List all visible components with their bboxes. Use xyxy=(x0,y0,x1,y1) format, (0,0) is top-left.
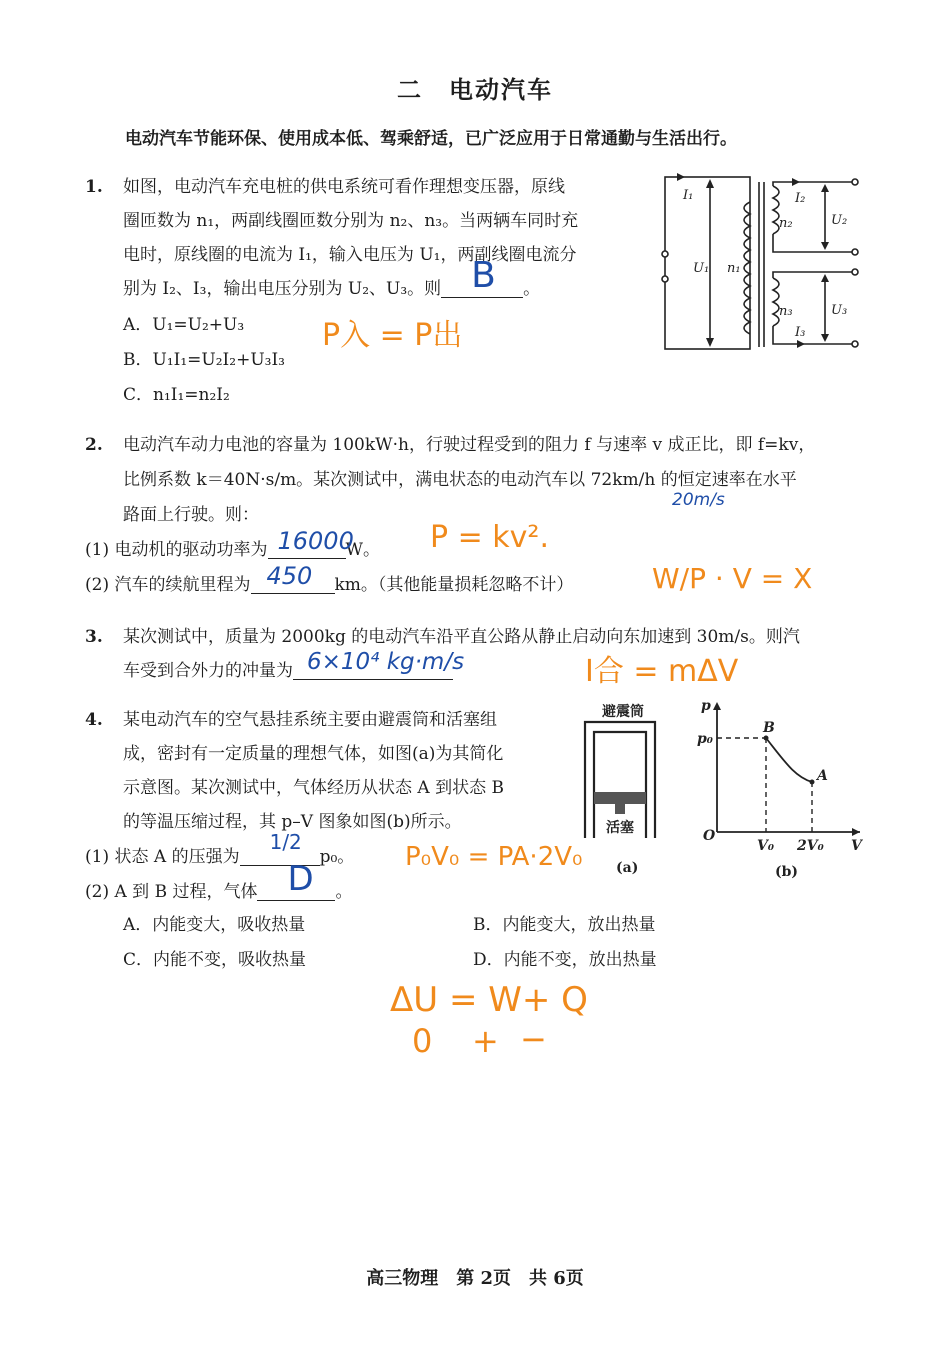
q3-handwritten-note: I合 = mΔV xyxy=(585,654,739,689)
q2-part2: (2) 汽车的续航里程为 450 km。（其他能量损耗忽略不计） xyxy=(85,568,573,602)
pv-graph xyxy=(695,692,870,882)
point-a-label: A xyxy=(817,768,828,784)
q4-part2-handwritten: D xyxy=(287,859,314,899)
q2-part2-blank xyxy=(251,562,335,594)
p-axis-label: p xyxy=(701,698,711,714)
q4-work-line-1: ΔU = W+ Q xyxy=(390,980,588,1020)
label-u1: U₁ xyxy=(693,261,710,276)
q4-line-4: 的等温压缩过程，其 p–V 图象如图(b)所示。 xyxy=(123,812,462,832)
piston xyxy=(594,792,646,804)
q4-line-3: 示意图。某次测试中，气体经历从状态 A 到状态 B xyxy=(123,778,504,798)
q4-part2-blank xyxy=(257,859,335,901)
label-i1: I₁ xyxy=(683,188,694,203)
q2-line-2: 比例系数 k＝40N·s/m。某次测试中，满电状态的电动汽车以 72km/h 的恒定速率在水平 xyxy=(123,470,797,490)
q2-part1-blank xyxy=(268,527,354,559)
q2-part1-note: P = kv². xyxy=(430,520,549,555)
q1-handwritten-answer: B xyxy=(471,255,496,296)
label-n2: n₂ xyxy=(779,216,793,231)
point-b-label: B xyxy=(763,720,775,736)
q4-part1: (1) 状态 A 的压强为 1/2 p₀。 xyxy=(85,840,354,874)
fig-a-top-label: 避震筒 xyxy=(602,704,644,720)
q3-number: 3. xyxy=(85,627,103,647)
q4-option-b: B．内能变大，放出热量 xyxy=(473,915,656,935)
v-axis-label: V xyxy=(851,838,862,854)
q1-line-2: 圈匝数为 n₁，两副线圈匝数分别为 n₂、n₃。当两辆车同时充 xyxy=(123,211,579,231)
q3-handwritten-answer: 6×10⁴ kg·m/s xyxy=(307,649,465,675)
q1-handwritten-note: P入 = P出 xyxy=(322,318,463,353)
q1-option-b: B．U₁I₁=U₂I₂+U₃I₃ xyxy=(123,350,285,370)
label-i3: I₃ xyxy=(795,325,806,340)
q4-work-zero: 0 xyxy=(412,1022,433,1060)
2v0-label: 2V₀ xyxy=(797,838,824,854)
shock-absorber-figure xyxy=(580,700,670,880)
q1-option-c: C．n₁I₁=n₂I₂ xyxy=(123,385,230,405)
label-n1: n₁ xyxy=(727,261,741,276)
q1-line-1: 如图，电动汽车充电桩的供电系统可看作理想变压器，原线 xyxy=(123,177,565,197)
q1-line-3: 电时，原线圈的电流为 I₁，输入电压为 U₁，两副线圈电流分 xyxy=(123,245,577,265)
q4-work-minus: − xyxy=(520,1020,547,1058)
q3-answer-blank xyxy=(293,649,465,680)
q4-line-2: 成，密封有一定质量的理想气体，如图(a)为其简化 xyxy=(123,744,504,764)
q1-option-a: A．U₁=U₂+U₃ xyxy=(123,315,245,335)
q2-part2-note: W/P · V = X xyxy=(652,562,813,595)
q4-work-plus: + xyxy=(472,1022,499,1060)
q3-line-2: 车受到合外力的冲量为 6×10⁴ kg·m/s xyxy=(123,654,453,688)
q4-option-a: A．内能变大，吸收热量 xyxy=(123,915,306,935)
q2-part1: (1) 电动机的驱动功率为 16000 W。 xyxy=(85,533,380,567)
q3-line-1: 某次测试中，质量为 2000kg 的电动汽车沿平直公路从静止启动向东加速到 30m/s。则汽 xyxy=(123,627,800,647)
q1-line-4: 别为 I₂、I₃，输出电压分别为 U₂、U₃。则 B 。 xyxy=(123,255,541,299)
label-i2: I₂ xyxy=(795,191,806,206)
q4-part1-note: P₀V₀ = PA·2V₀ xyxy=(405,842,583,872)
q1-answer-blank xyxy=(441,255,523,298)
fig-a-caption: (a) xyxy=(616,860,639,876)
fig-a-piston-label: 活塞 xyxy=(606,820,634,836)
v0-label: V₀ xyxy=(757,838,774,854)
q2-line-1: 电动汽车动力电池的容量为 100kW·h，行驶过程受到的阻力 f 与速率 v 成正比，即 f=kv， xyxy=(123,435,816,455)
label-n3: n₃ xyxy=(779,304,793,319)
p0-label: p₀ xyxy=(697,731,713,747)
fig-b-caption: (b) xyxy=(775,864,799,880)
q4-line-1: 某电动汽车的空气悬挂系统主要由避震筒和活塞组 xyxy=(123,710,497,730)
label-u3: U₃ xyxy=(831,303,848,318)
intro-text: 电动汽车节能环保、使用成本低、驾乘舒适，已广泛应用于日常通勤与生活出行。 xyxy=(125,129,737,149)
transformer-diagram xyxy=(655,172,865,357)
q2-speed-note: 20m/s xyxy=(672,490,725,510)
label-u2: U₂ xyxy=(831,213,848,228)
q1-number: 1. xyxy=(85,177,103,197)
q2-part2-handwritten: 450 xyxy=(266,562,313,590)
q4-part1-handwritten: 1/2 xyxy=(269,830,302,854)
q4-number: 4. xyxy=(85,710,103,730)
q2-part1-handwritten: 16000 xyxy=(277,527,354,555)
q4-part2: (2) A 到 B 过程，气体 D 。 xyxy=(85,859,353,902)
q2-number: 2. xyxy=(85,435,103,455)
section-title: 二 电动汽车 xyxy=(397,75,553,104)
q4-option-d: D．内能不变，放出热量 xyxy=(473,950,657,970)
page-footer: 高三物理 第 2页 共 6页 xyxy=(366,1268,584,1289)
origin-label: O xyxy=(703,828,716,844)
q2-line-3: 路面上行驶。则： xyxy=(123,505,259,525)
q4-option-c: C．内能不变，吸收热量 xyxy=(123,950,307,970)
